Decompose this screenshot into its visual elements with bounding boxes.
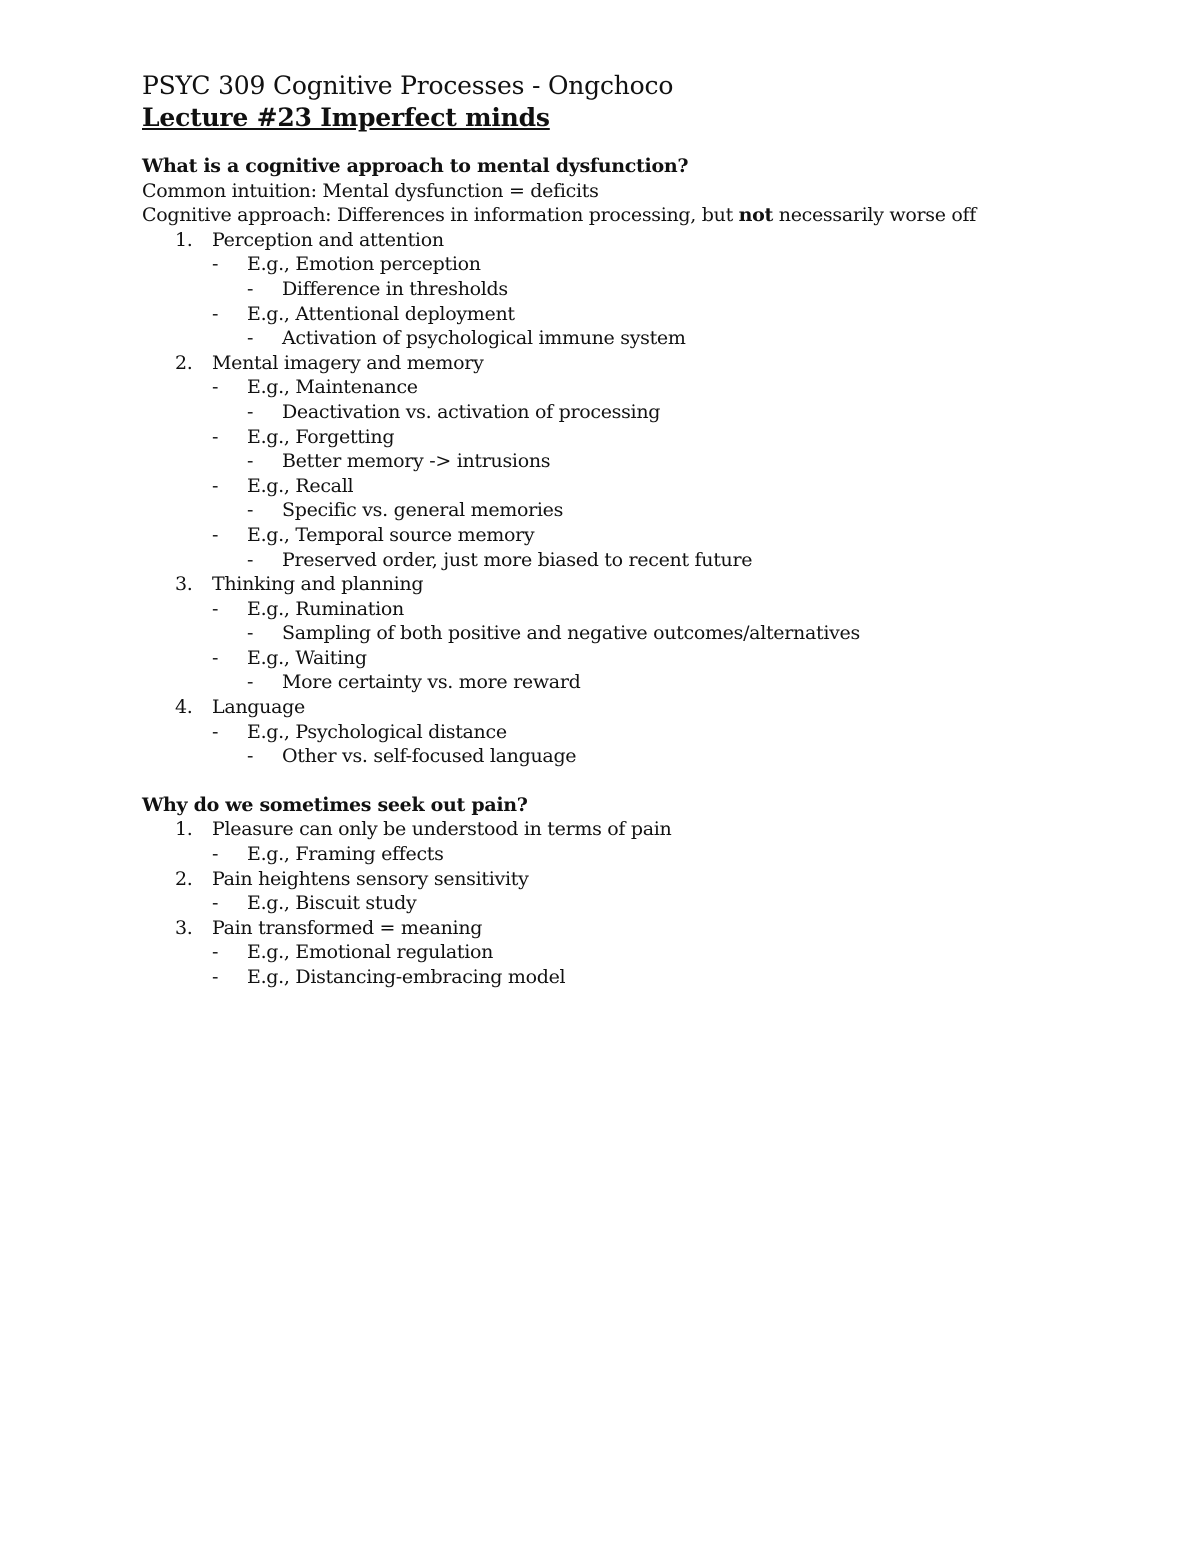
detail-label: Better memory -> intrusions — [282, 450, 551, 473]
list-number: 3. — [175, 916, 193, 939]
dash-marker: - — [247, 548, 254, 571]
list-number: 1. — [175, 818, 193, 841]
section-heading: What is a cognitive approach to mental dysfunction? — [142, 155, 689, 177]
example-label: E.g., Temporal source memory — [247, 523, 535, 546]
list-item — [142, 817, 1142, 842]
list-item — [142, 572, 1142, 597]
dash-marker: - — [247, 400, 254, 423]
list-number: 1. — [175, 228, 193, 251]
dash-marker: - — [247, 671, 254, 694]
intuition-line: Common intuition: Mental dysfunction = deficits — [142, 179, 599, 202]
dash-marker: - — [212, 720, 219, 743]
dash-marker: - — [212, 425, 219, 448]
example-item — [142, 646, 1142, 671]
list-item-label: Thinking and planning — [212, 573, 424, 596]
example-label: E.g., Emotional regulation — [247, 941, 494, 964]
list-item-label: Pain heightens sensory sensitivity — [212, 867, 529, 890]
dash-marker: - — [212, 597, 219, 620]
list-number: 2. — [175, 867, 193, 890]
example-item — [142, 940, 1142, 965]
dash-marker: - — [212, 302, 219, 325]
example-item — [142, 375, 1142, 400]
dash-marker: - — [247, 499, 254, 522]
list-number: 4. — [175, 696, 193, 719]
dash-marker: - — [212, 892, 219, 915]
example-item — [142, 302, 1142, 327]
dash-marker: - — [247, 450, 254, 473]
example-label: E.g., Forgetting — [247, 425, 395, 448]
dash-marker: - — [212, 941, 219, 964]
detail-item — [142, 744, 1142, 769]
approach-line — [142, 203, 1142, 228]
detail-label: Other vs. self-focused language — [282, 745, 577, 768]
detail-label: Activation of psychological immune system — [282, 327, 686, 350]
example-item — [142, 425, 1142, 450]
approach-text-end: necessarily worse off — [773, 204, 976, 227]
list-item — [142, 228, 1142, 253]
example-label: E.g., Biscuit study — [247, 892, 417, 915]
detail-label: Deactivation vs. activation of processing — [282, 400, 661, 423]
lecture-notes — [142, 70, 1142, 990]
list-number: 2. — [175, 351, 193, 374]
example-item — [142, 252, 1142, 277]
dash-marker: - — [212, 253, 219, 276]
dash-marker: - — [247, 277, 254, 300]
example-label: E.g., Distancing-embracing model — [247, 966, 566, 988]
list-item-label: Pain transformed = meaning — [212, 916, 483, 939]
example-label: E.g., Rumination — [247, 597, 404, 620]
list-item — [142, 867, 1142, 892]
example-item — [142, 965, 1142, 990]
lecture-title: Lecture #23 Imperfect minds — [142, 103, 550, 132]
example-label: E.g., Attentional deployment — [247, 302, 515, 325]
detail-item — [142, 326, 1142, 351]
detail-label: Preserved order, just more biased to recent future — [282, 548, 753, 571]
dash-marker: - — [212, 474, 219, 497]
detail-item — [142, 621, 1142, 646]
dash-marker: - — [212, 523, 219, 546]
example-item — [142, 842, 1142, 867]
approach-text: Cognitive approach: Differences in information processing, but — [142, 204, 739, 227]
example-label: E.g., Framing effects — [247, 843, 444, 866]
list-item-label: Language — [212, 696, 305, 719]
detail-label: Difference in thresholds — [282, 277, 508, 300]
list-item-label: Pleasure can only be understood in terms of pain — [212, 818, 672, 841]
example-item — [142, 597, 1142, 622]
example-item — [142, 720, 1142, 745]
example-label: E.g., Maintenance — [247, 376, 418, 399]
dash-marker: - — [212, 376, 219, 399]
dash-marker: - — [212, 646, 219, 669]
dash-marker: - — [212, 843, 219, 866]
approach-emphasis: not — [738, 204, 774, 227]
dash-marker: - — [247, 745, 254, 768]
detail-item — [142, 548, 1142, 573]
detail-label: Specific vs. general memories — [282, 499, 564, 522]
example-label: E.g., Psychological distance — [247, 720, 507, 743]
detail-item — [142, 400, 1142, 425]
detail-item — [142, 670, 1142, 695]
list-item-label: Perception and attention — [212, 228, 444, 251]
example-item — [142, 474, 1142, 499]
list-item-label: Mental imagery and memory — [212, 351, 484, 374]
dash-marker: - — [247, 327, 254, 350]
list-number: 3. — [175, 573, 193, 596]
example-label: E.g., Waiting — [247, 646, 367, 669]
detail-item — [142, 498, 1142, 523]
detail-label: Sampling of both positive and negative outcomes/alternatives — [282, 622, 860, 645]
list-item — [142, 351, 1142, 376]
detail-label: More certainty vs. more reward — [282, 671, 581, 694]
list-item — [142, 916, 1142, 941]
detail-item — [142, 449, 1142, 474]
section-heading: Why do we sometimes seek out pain? — [142, 793, 528, 816]
example-label: E.g., Emotion perception — [247, 253, 481, 276]
example-item — [142, 523, 1142, 548]
list-item — [142, 695, 1142, 720]
dash-marker: - — [247, 622, 254, 645]
example-label: E.g., Recall — [247, 474, 354, 497]
example-item — [142, 891, 1142, 916]
course-title: PSYC 309 Cognitive Processes - Ongchoco — [142, 71, 674, 100]
detail-item — [142, 277, 1142, 302]
dash-marker: - — [212, 966, 219, 988]
